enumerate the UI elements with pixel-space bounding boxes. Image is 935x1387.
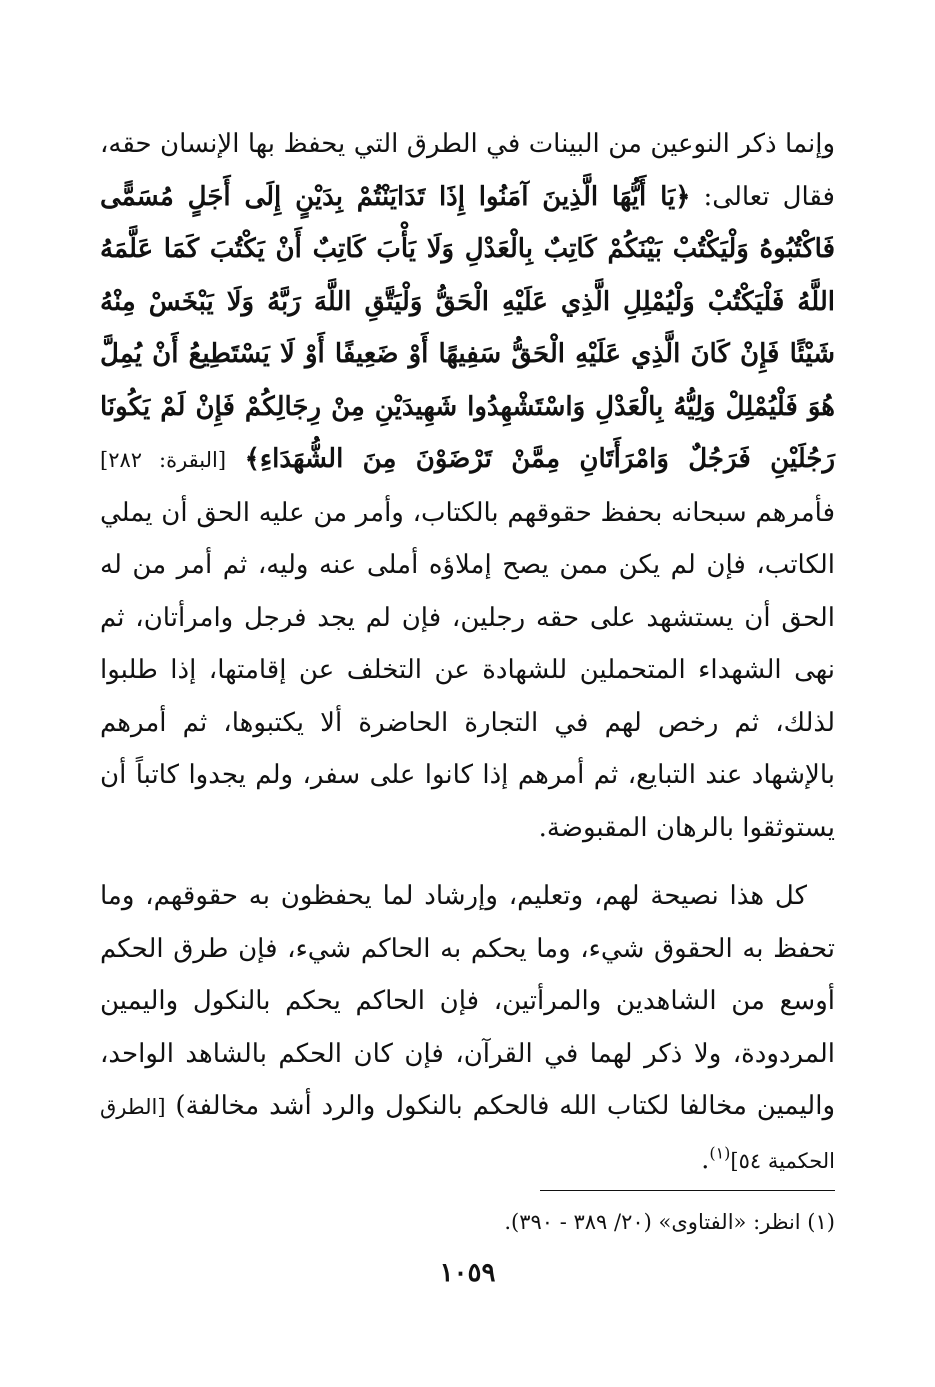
source-reference: [الطرق الحكمية ٥٤] [100, 1095, 835, 1173]
paragraph-1 [100, 118, 835, 854]
footnote-divider [540, 1190, 835, 1191]
verse-reference: [البقرة: ٢٨٢] [100, 448, 227, 472]
paragraph-1-body: فأمرهم سبحانه بحفظ حقوقهم بالكتاب، وأمر من عليه الحق أن يملي الكاتب، فإن لم يكن ممن يصح إملاؤه أملى عنه وليه، ثم أمر من له الحق أن يستشهد على حقه رجلين، فإن لم يجد فرجل وامرأتان، ثم نهى الشهداء المتحملين للشهادة عن التخلف عن إقامتها، إذا طلبوا لذلك، ثم رخص لهم في التجارة الحاضرة ألا يكتبوها، ثم أمرهم بالإشهاد عند التبايع، ثم أمرهم إذا كانوا على سفر، ولم يجدوا كاتباً أن يستوثقوا بالرهان المقبوضة. [100, 497, 835, 843]
footnote-marker: (١) [709, 1142, 731, 1162]
paragraph-2-end: . [701, 1144, 710, 1175]
page-number: ١٠٥٩ [439, 1258, 496, 1288]
quran-verse: ﴿يَا أَيُّهَا الَّذِينَ آمَنُوا إِذَا تَدَايَنْتُمْ بِدَيْنٍ إِلَى أَجَلٍ مُسَمًّى فَاكْتُبُوهُ وَلْيَكْتُبْ بَيْنَكُمْ كَاتِبٌ بِالْعَدْلِ وَلَا يَأْبَ كَاتِبٌ أَنْ يَكْتُبَ كَمَا عَلَّمَهُ اللَّهُ فَلْيَكْتُبْ وَلْيُمْلِلِ الَّذِي عَلَيْهِ الْحَقُّ وَلْيَتَّقِ اللَّهَ رَبَّهُ وَلَا يَبْخَسْ مِنْهُ شَيْئًا فَإِنْ كَانَ الَّذِي عَلَيْهِ الْحَقُّ سَفِيهًا أَوْ ضَعِيفًا أَوْ لَا يَسْتَطِيعُ أَنْ يُمِلَّ هُوَ فَلْيُمْلِلْ وَلِيُّهُ بِالْعَدْلِ وَاسْتَشْهِدُوا شَهِيدَيْنِ مِنْ رِجَالِكُمْ فَإِنْ لَمْ يَكُونَا رَجُلَيْنِ فَرَجُلٌ وَامْرَأَتَانِ مِمَّنْ تَرْضَوْنَ مِنَ الشُّهَدَاءِ﴾ [100, 181, 836, 474]
main-text [100, 118, 835, 1187]
footnote: (١) انظر: «الفتاوى» (٢٠/ ٣٨٩ - ٣٩٠). [504, 1210, 835, 1234]
paragraph-2 [100, 870, 835, 1187]
paragraph-2-body: كل هذا نصيحة لهم، وتعليم، وإرشاد لما يحفظون به حقوقهم، وما تحفظ به الحقوق شيء، وما يحكم به الحاكم شيء، فإن طرق الحكم أوسع من الشاهدين والمرأتين، فإن الحاكم يحكم بالنكول واليمين المردودة، ولا ذكر لهما في القرآن، فإن كان الحكم بالشاهد الواحد، واليمين مخالفا لكتاب الله فالحكم بالنكول والرد أشد مخالفة) [100, 881, 835, 1121]
paragraph-1-intro: وإنما ذكر النوعين من البينات في الطرق التي يحفظ بها الإنسان حقه، فقال تعالى: [100, 129, 835, 212]
